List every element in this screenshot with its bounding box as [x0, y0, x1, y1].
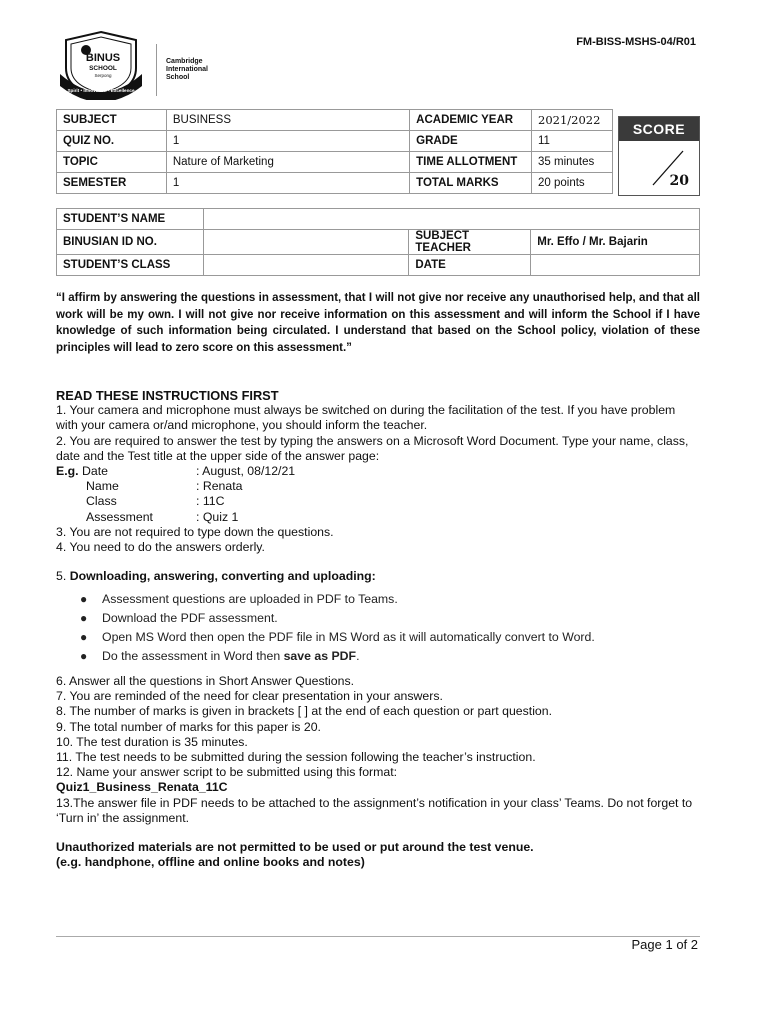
score-box — [618, 116, 700, 196]
instructions-section — [56, 388, 700, 870]
instruction-1: 1. Your camera and microphone must always be switched on during the facilitation of the test. If you have problem with your camera or/and microphone, you should inform the teacher. — [56, 403, 676, 433]
instruction-4: 4. You need to do the answers orderly. — [56, 540, 265, 555]
instruction-12: 12. Name your answer script to be submitted using this format: — [56, 765, 398, 780]
bullet-icon: ● — [80, 630, 88, 645]
list-item-text-bold: save as PDF — [283, 648, 357, 663]
partner-line-1: Cambridge — [166, 58, 203, 65]
list-item-text: Assessment questions are uploaded in PDF to Teams. — [102, 592, 398, 607]
score-label: SCORE — [619, 117, 699, 141]
academic-year-label: ACADEMIC YEAR — [410, 110, 532, 131]
example-name-value: : Renata — [196, 479, 243, 494]
total-marks-value: 20 points — [532, 173, 613, 194]
grade-label: GRADE — [410, 131, 532, 152]
subject-teacher-label: SUBJECT TEACHER — [409, 230, 531, 255]
warning-line-2: (e.g. handphone, offline and online books and notes) — [56, 855, 365, 870]
list-item — [80, 630, 700, 645]
instruction-5-text: Downloading, answering, converting and uploading: — [69, 569, 376, 584]
semester-label: SEMESTER — [57, 173, 167, 194]
binusian-id-field[interactable] — [203, 230, 409, 255]
instruction-6: 6. Answer all the questions in Short Answer Questions. — [56, 674, 355, 689]
quiz-info-table — [56, 109, 613, 194]
instructions-heading: READ THESE INSTRUCTIONS FIRST — [56, 388, 279, 403]
logo-school-name: BINUS — [85, 52, 121, 64]
instruction-8: 8. The number of marks is given in brackets [ ] at the end of each question or part question. — [56, 704, 553, 719]
list-item-text: Open MS Word then open the PDF file in MS Word as it will automatically convert to Word. — [102, 630, 595, 645]
instruction-7: 7. You are reminded of the need for clear presentation in your answers. — [56, 689, 443, 704]
bullet-icon: ● — [80, 592, 88, 607]
score-field — [619, 141, 699, 195]
example-assessment-row — [56, 510, 700, 525]
instruction-9: 9. The total number of marks for this paper is 20. — [56, 719, 321, 734]
example-class-label: Class — [86, 494, 117, 509]
instruction-5 — [56, 569, 700, 584]
list-item-text-post: . — [356, 648, 360, 663]
total-marks-label: TOTAL MARKS — [410, 173, 532, 194]
example-date-value: : August, 08/12/21 — [196, 464, 296, 479]
partner-line-2: International — [166, 66, 209, 73]
upload-steps-list — [56, 592, 700, 664]
filename-format: Quiz1_Business_Renata_11C — [56, 780, 228, 795]
partner-logo-text — [166, 58, 208, 82]
logo-ring-text: Spirit • Innovation • Excellence — [67, 88, 135, 93]
list-item — [80, 592, 700, 607]
example-class-row — [56, 494, 700, 509]
score-total: 20 — [669, 173, 689, 189]
list-item-text: Download the PDF assessment. — [102, 611, 278, 626]
student-class-field[interactable] — [203, 255, 409, 276]
semester-value: 1 — [166, 173, 409, 194]
topic-label: TOPIC — [57, 152, 167, 173]
subject-teacher-value: Mr. Effo / Mr. Bajarin — [531, 230, 700, 255]
instruction-13: 13.The answer file in PDF needs to be attached to the assignment’s notification in your class’ Teams. Do not forget to ‘Turn in’ the assignment. — [56, 795, 693, 825]
student-name-field[interactable] — [203, 209, 699, 230]
list-item — [80, 611, 700, 626]
student-info-table — [56, 208, 700, 276]
instruction-11: 11. The test needs to be submitted during the session following the teacher’s instruction. — [56, 750, 536, 765]
quiz-no-label: QUIZ NO. — [57, 131, 167, 152]
example-assessment-label: Assessment — [86, 509, 153, 524]
example-assessment-value: : Quiz 1 — [196, 509, 239, 524]
binusian-id-label: BINUSIAN ID NO. — [57, 230, 204, 255]
subject-label: SUBJECT — [57, 110, 167, 131]
school-logo — [56, 28, 146, 100]
topic-value: Nature of Marketing — [166, 152, 409, 173]
bullet-icon: ● — [80, 611, 88, 626]
example-class-value: : 11C — [196, 494, 225, 509]
warning-line-1: Unauthorized materials are not permitted to be used or put around the test venue. — [56, 840, 534, 855]
bullet-icon: ● — [80, 648, 88, 663]
example-date-label: Date — [81, 464, 108, 479]
page-number: Page 1 of 2 — [631, 937, 698, 952]
instruction-3: 3. You are not required to type down the questions. — [56, 524, 334, 539]
student-class-label: STUDENT’S CLASS — [57, 255, 204, 276]
instruction-10: 10. The test duration is 35 minutes. — [56, 734, 248, 749]
form-code: FM-BISS-MSHS-04/R01 — [576, 36, 696, 48]
instruction-5-number: 5. — [56, 569, 67, 584]
time-allotment-value: 35 minutes — [532, 152, 613, 173]
grade-value: 11 — [532, 131, 613, 152]
footer-divider — [56, 936, 700, 937]
logo-school-sub: SCHOOL — [89, 65, 117, 72]
subject-value: BUSINESS — [166, 110, 409, 131]
example-date-row — [56, 464, 700, 479]
logo-school-city: Serpong — [94, 73, 112, 78]
instruction-2: 2. You are required to answer the test by typing the answers on a Microsoft Word Document. Type your name, class, date and the Test title at the upper side of the answer page: — [56, 433, 689, 463]
affirmation-statement: “I affirm by answering the questions in assessment, that I will not give nor receive any unauthorised help, and that all work will be my own. I will not give nor receive information on this assessment and will inform the School if I have knowledge of such information being circulated. I understand that based on the School policy, violation of these principles will lead to zero score on this assessment.” — [56, 292, 700, 354]
partner-line-3: School — [166, 74, 190, 81]
time-allotment-label: TIME ALLOTMENT — [410, 152, 532, 173]
logo-divider — [156, 44, 157, 96]
example-name-row — [56, 479, 700, 494]
date-field[interactable] — [531, 255, 700, 276]
list-item-text-pre: Do the assessment in Word then — [102, 648, 284, 663]
student-name-label: STUDENT’S NAME — [57, 209, 204, 230]
academic-year-value: 2021/2022 — [532, 110, 613, 131]
example-prefix: E.g. — [56, 464, 79, 479]
date-label: DATE — [409, 255, 531, 276]
quiz-no-value: 1 — [166, 131, 409, 152]
list-item — [80, 648, 700, 664]
example-name-label: Name — [86, 479, 119, 494]
